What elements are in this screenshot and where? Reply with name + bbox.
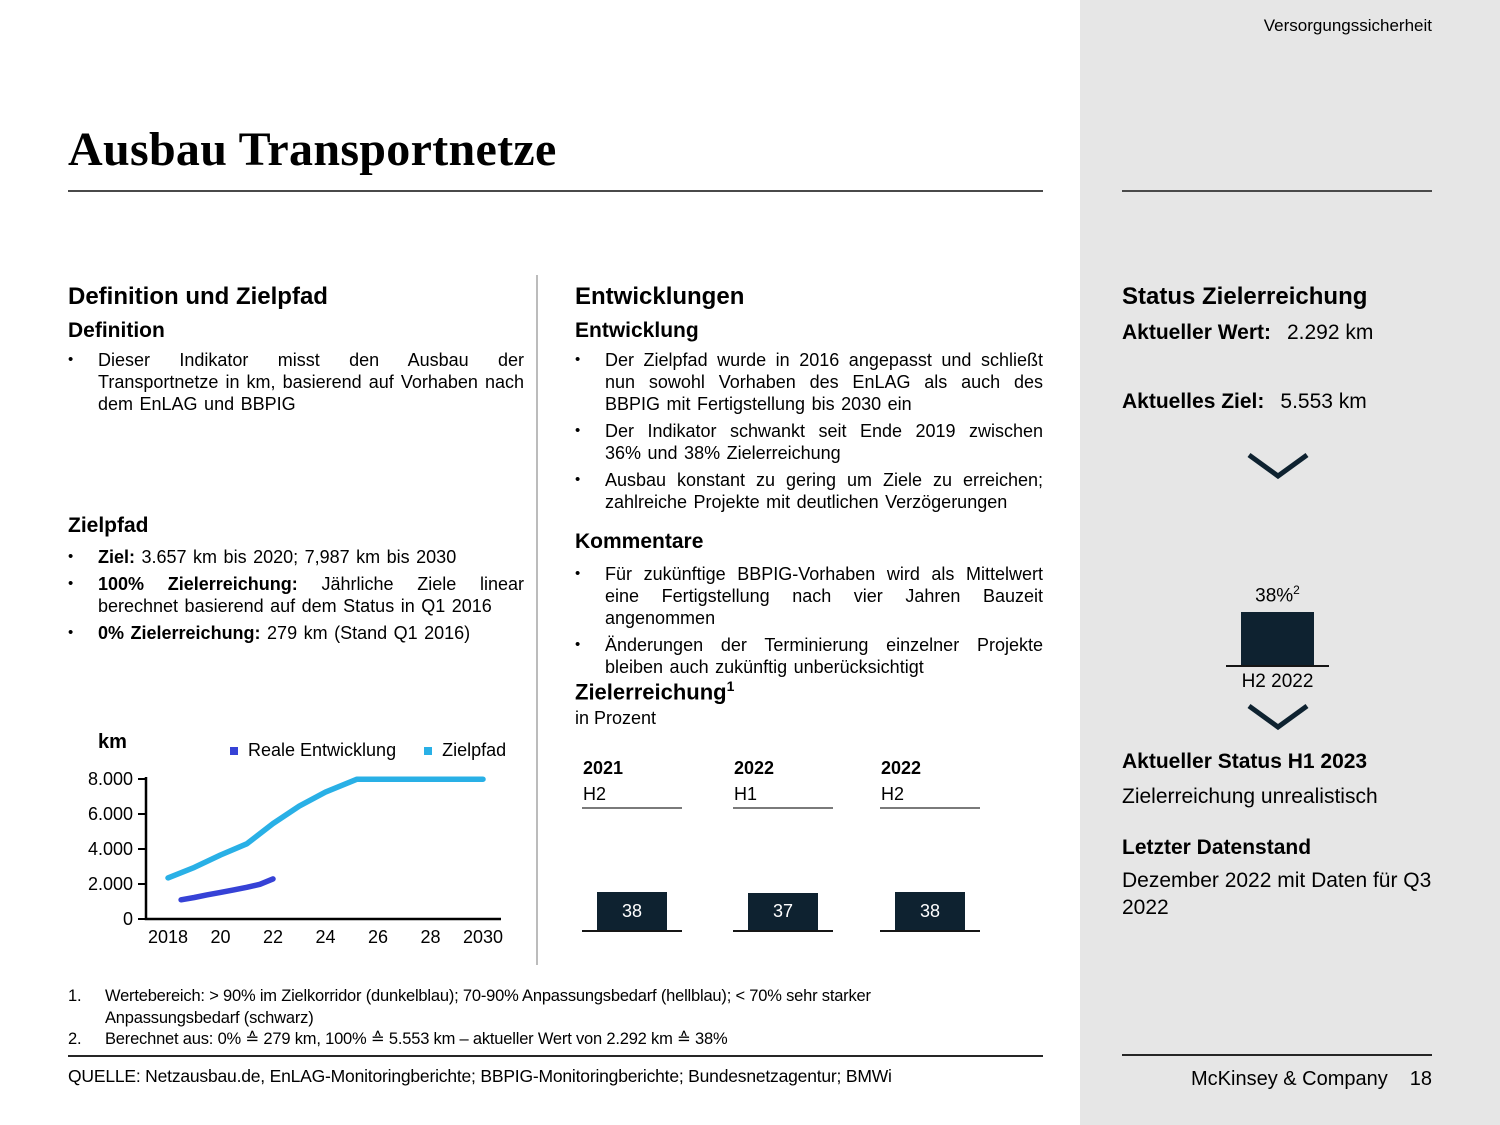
- right-panel: [1080, 0, 1500, 1125]
- footnote-2: 2. Berechnet aus: 0% ≙ 279 km, 100% ≙ 5.553 km – aktueller Wert von 2.292 km ≙ 38%: [68, 1030, 728, 1048]
- panel-bottom-rule: [1122, 1054, 1432, 1056]
- column-divider: [536, 275, 538, 965]
- bullet-marker: •: [68, 548, 74, 565]
- definition-bullet-list: [68, 349, 524, 415]
- bullet-marker: •: [575, 636, 581, 653]
- bar-2022-h1: 37: [748, 893, 818, 930]
- title-rule: [68, 190, 1043, 192]
- legend-item-zielpfad: Zielpfad: [424, 740, 506, 761]
- svg-text:0: 0: [122, 909, 133, 929]
- half-year-bar-group-2022-h1: 2022 H1 37: [733, 758, 833, 932]
- datenstand-heading: Letzter Datenstand: [1122, 836, 1312, 859]
- entwicklung-bullet-list: [575, 349, 1043, 513]
- panel-top-rule: [1122, 190, 1432, 192]
- group-underline: [733, 807, 833, 809]
- bullet-marker: •: [68, 351, 74, 368]
- bar-baseline: [582, 930, 682, 932]
- kommentare-bullet-list: [575, 563, 1043, 678]
- bullet-item: • Der Zielpfad wurde in 2016 angepasst und schließt nun sowohl Vorhaben des EnLAG als auch des BBPIG mit Fertigstellung bis 2030 ein: [575, 350, 1043, 414]
- definition-column-heading: Definition und Zielpfad: [68, 283, 328, 310]
- entwicklung-subheading: Entwicklung: [575, 319, 699, 342]
- aktueller-status-heading: Aktueller Status H1 2023: [1122, 750, 1368, 773]
- status-bar: [1241, 612, 1314, 666]
- footnote-ref-1: 1: [726, 678, 735, 694]
- source-rule: [68, 1055, 1043, 1057]
- page-title: Ausbau Transportnetze: [68, 123, 557, 177]
- zielpfad-bullet-list: [68, 546, 524, 644]
- half-year-bar-group-2021-h2: 2021 H2 38: [582, 758, 682, 932]
- bullet-item: • 100% Zielerreichung: Jährliche Ziele linear berechnet basierend auf dem Status in Q1 2016: [68, 574, 524, 616]
- svg-text:2030: 2030: [462, 927, 504, 947]
- definition-subheading: Definition: [68, 319, 165, 342]
- target-value: 5.553 km: [1280, 390, 1367, 413]
- source-line: QUELLE: Netzausbau.de, EnLAG-Monitoringberichte; BBPIG-Monitoringberichte; Bundesnetzagentur; BMWi: [68, 1066, 892, 1086]
- svg-text:28: 28: [420, 927, 441, 947]
- target-value-row: Aktuelles Ziel: 5.553 km: [1122, 390, 1367, 413]
- svg-text:8.000: 8.000: [88, 769, 133, 789]
- svg-text:4.000: 4.000: [88, 839, 133, 859]
- bullet-marker: •: [575, 565, 581, 582]
- svg-text:26: 26: [367, 927, 389, 947]
- bullet-item: • 0% Zielerreichung: 279 km (Stand Q1 2016): [68, 623, 471, 643]
- bar-2021-h2: 38: [597, 892, 667, 930]
- datenstand-text: Dezember 2022 mit Daten für Q3 2022: [1122, 869, 1432, 919]
- bullet-item: • Für zukünftige BBPIG-Vorhaben wird als Mittelwert eine Fertigstellung nach vier Jahren Bauzeit angenommen: [575, 564, 1043, 628]
- page-number: 18: [1409, 1068, 1432, 1090]
- series-line-zielpfad: [168, 779, 483, 878]
- current-value-row: Aktueller Wert: 2.292 km: [1122, 321, 1374, 344]
- zielerreichung-chart-heading: Zielerreichung$^1$ in Prozent: [575, 678, 735, 729]
- bar-baseline: [733, 930, 833, 932]
- group-underline: [880, 807, 980, 809]
- bullet-item: • Der Indikator schwankt seit Ende 2019 zwischen 36% und 38% Zielerreichung: [575, 421, 1043, 463]
- bullet-item: • Dieser Indikator misst den Ausbau der Transportnetze in km, basierend auf Vorhaben nach dem EnLAG und BBPIG: [68, 350, 524, 414]
- half-year-bar-group-2022-h2: 2022 H2 38: [880, 758, 980, 932]
- legend-item-reale-entwicklung: Reale Entwicklung: [230, 740, 396, 761]
- status-bar-baseline: [1226, 665, 1329, 667]
- bullet-item: • Ziel: 3.657 km bis 2020; 7,987 km bis 2030: [68, 547, 457, 567]
- brand: McKinsey & Company: [1191, 1068, 1388, 1090]
- bullet-marker: •: [575, 471, 581, 488]
- bullet-marker: •: [575, 351, 581, 368]
- svg-text:20: 20: [210, 927, 231, 947]
- bullet-item: • Änderungen der Terminierung einzelner Projekte bleiben auch zukünftig unberücksichtigt: [575, 635, 1043, 677]
- page-footer: [1122, 1068, 1432, 1091]
- aktueller-status-text: Zielerreichung unrealistisch: [1122, 785, 1378, 808]
- footnote-ref-2: 2: [1293, 583, 1300, 597]
- svg-text:2018: 2018: [147, 927, 189, 947]
- footnote-1: 1. Wertebereich: > 90% im Zielkorridor (dunkelblau); 70-90% Anpassungsbedarf (hellblau); < 70% sehr starker Anpassungsbedarf (schwarz): [68, 987, 871, 1027]
- status-heading: Status Zielerreichung: [1122, 283, 1368, 310]
- kommentare-subheading: Kommentare: [575, 530, 704, 553]
- bullet-item: • Ausbau konstant zu gering um Ziele zu erreichen; zahlreiche Projekte mit deutlichen Verzögerungen: [575, 470, 1043, 512]
- status-bar-category: H2 2022: [1241, 671, 1314, 692]
- bar-baseline: [880, 930, 980, 932]
- entwicklungen-column-heading: Entwicklungen: [575, 283, 745, 310]
- svg-text:6.000: 6.000: [88, 804, 133, 824]
- zielerreichung-chart-subtitle: in Prozent: [575, 708, 657, 729]
- km-line-chart-svg: [88, 724, 518, 956]
- bullet-marker: •: [68, 575, 74, 592]
- footnotes: [68, 986, 968, 1051]
- zielpfad-subheading: Zielpfad: [68, 514, 149, 537]
- svg-text:2.000: 2.000: [88, 874, 133, 894]
- current-value: 2.292 km: [1286, 321, 1374, 344]
- entwicklung-section: [575, 349, 1043, 678]
- km-line-chart: [88, 724, 518, 956]
- group-underline: [582, 807, 682, 809]
- series-line-reale-entwicklung: [181, 879, 273, 900]
- bullet-marker: •: [68, 624, 74, 641]
- bullet-marker: •: [575, 422, 581, 439]
- svg-text:24: 24: [315, 927, 336, 947]
- status-bar-chart: 38%$^2$ H2 2022: [1226, 583, 1329, 713]
- bar-2022-h2: 38: [895, 892, 965, 930]
- chevron-down-icon: [1246, 452, 1310, 480]
- chevron-down-icon: [1246, 703, 1310, 731]
- page-eyebrow: Versorgungssicherheit: [1263, 16, 1432, 35]
- svg-text:22: 22: [262, 927, 284, 947]
- chart-unit-label: km: [98, 731, 127, 753]
